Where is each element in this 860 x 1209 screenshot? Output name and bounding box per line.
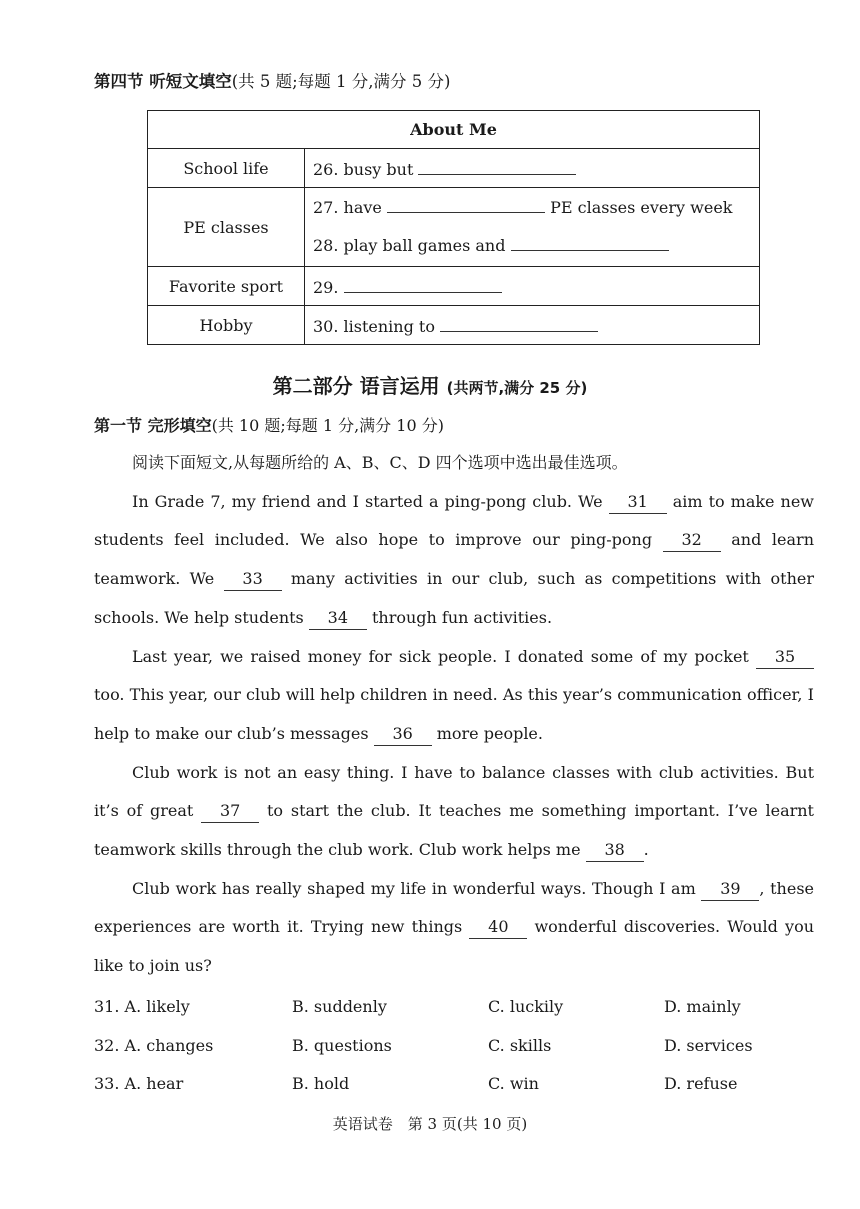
item-text: 30. listening to (313, 316, 435, 336)
item-text: PE classes every week (550, 198, 733, 217)
passage-text: Club work has really shaped my life in wonderful ways. Though I am (132, 878, 696, 898)
item-text: 29. (313, 277, 339, 297)
section-4-title: 第四节 听短文填空 (94, 72, 232, 91)
row-content (305, 188, 760, 267)
part-2-heading (0, 370, 860, 399)
option-d[interactable]: D. refuse (664, 1074, 738, 1094)
item-text: 28. play ball games and (313, 236, 506, 255)
part-2-note: (共两节,满分 25 分) (446, 379, 588, 397)
section-4-heading (94, 68, 450, 92)
cloze-passage (94, 444, 814, 986)
option-b[interactable]: B. hold (292, 1074, 350, 1094)
paragraph-2 (94, 638, 814, 754)
passage-text: aim to make new students feel included. We also hope to improve our ping-pong (94, 491, 815, 550)
option-a[interactable]: 32. A. changes (94, 1035, 214, 1055)
option-row (94, 1065, 814, 1104)
passage-text: to start the club. It teaches me something important. I’ve learnt teamwork skills through the club work. Club work helps me (94, 801, 814, 860)
passage-text: wonderful discoveries. Would you like to join us? (94, 917, 815, 976)
section-4-note: (共 5 题;每题 1 分,满分 5 分) (231, 72, 451, 91)
blank-40[interactable]: 40 (469, 916, 527, 939)
row-content (305, 267, 760, 306)
option-a[interactable]: 31. A. likely (94, 997, 190, 1016)
option-b[interactable]: B. suddenly (292, 997, 387, 1016)
blank-34[interactable]: 34 (309, 607, 367, 630)
option-d[interactable]: D. services (664, 1035, 753, 1055)
table-row (148, 267, 760, 306)
option-row (94, 988, 814, 1027)
option-c[interactable]: C. luckily (488, 997, 564, 1016)
passage-text: , these experiences are worth it. Trying new things (94, 878, 815, 937)
passage-text: many activities in our club, such as competitions with other schools. We help students (94, 569, 814, 627)
paragraph-3 (94, 754, 814, 870)
answer-options (94, 988, 814, 1104)
answer-blank[interactable] (387, 196, 545, 213)
blank-38[interactable]: 38 (586, 839, 644, 862)
passage-text: more people. (436, 723, 543, 743)
item-text: 26. busy but (313, 159, 414, 179)
table-row (148, 306, 760, 345)
row-content (305, 306, 760, 345)
answer-blank[interactable] (440, 315, 598, 332)
passage-text: through fun activities. (371, 607, 553, 627)
part-2-title: 第二部分 语言运用 (272, 374, 440, 398)
section-1-title: 第一节 完形填空 (94, 416, 212, 435)
option-row (94, 1027, 814, 1066)
row-label: Hobby (148, 306, 305, 345)
passage-text: and learn teamwork. We (94, 530, 814, 589)
option-b[interactable]: B. questions (292, 1035, 392, 1055)
answer-blank[interactable] (344, 276, 502, 293)
paragraph-1 (94, 483, 814, 638)
instruction: 阅读下面短文,从每题所给的 A、B、C、D 四个选项中选出最佳选项。 (132, 453, 628, 472)
answer-blank[interactable] (511, 234, 669, 251)
row-label: PE classes (148, 188, 305, 267)
blank-31[interactable]: 31 (609, 491, 667, 514)
row-label: School life (148, 149, 305, 188)
about-me-table (147, 110, 760, 345)
passage-text: Last year, we raised money for sick people. I donated some of my pocket (132, 646, 749, 666)
answer-blank[interactable] (418, 158, 576, 175)
blank-35[interactable]: 35 (756, 646, 814, 669)
section-1-note: (共 10 题;每题 1 分,满分 10 分) (211, 416, 444, 435)
section-1-heading (94, 413, 444, 436)
option-c[interactable]: C. win (488, 1074, 539, 1094)
option-c[interactable]: C. skills (488, 1035, 552, 1055)
blank-33[interactable]: 33 (224, 568, 282, 591)
table-row (148, 149, 760, 188)
blank-37[interactable]: 37 (201, 800, 259, 823)
passage-text: . (643, 840, 649, 860)
passage-text: too. This year, our club will help children in need. As this year’s communication officer, I help to make our club’s messages (94, 685, 814, 743)
option-d[interactable]: D. mainly (664, 997, 741, 1016)
blank-32[interactable]: 32 (663, 529, 721, 552)
paragraph-4 (94, 870, 814, 986)
table-row (148, 188, 760, 267)
passage-text: In Grade 7, my friend and I started a ping-pong club. We (132, 491, 603, 511)
blank-39[interactable]: 39 (701, 878, 759, 901)
table-header: About Me (148, 111, 760, 149)
row-content (305, 149, 760, 188)
passage-text: Club work is not an easy thing. I have to balance classes with club activities. But it’s of great (94, 762, 814, 821)
blank-36[interactable]: 36 (374, 723, 432, 746)
page-footer: 英语试卷 第 3 页(共 10 页) (332, 1115, 528, 1133)
row-label: Favorite sport (148, 267, 305, 306)
option-a[interactable]: 33. A. hear (94, 1074, 184, 1094)
item-text: 27. have (313, 198, 382, 217)
